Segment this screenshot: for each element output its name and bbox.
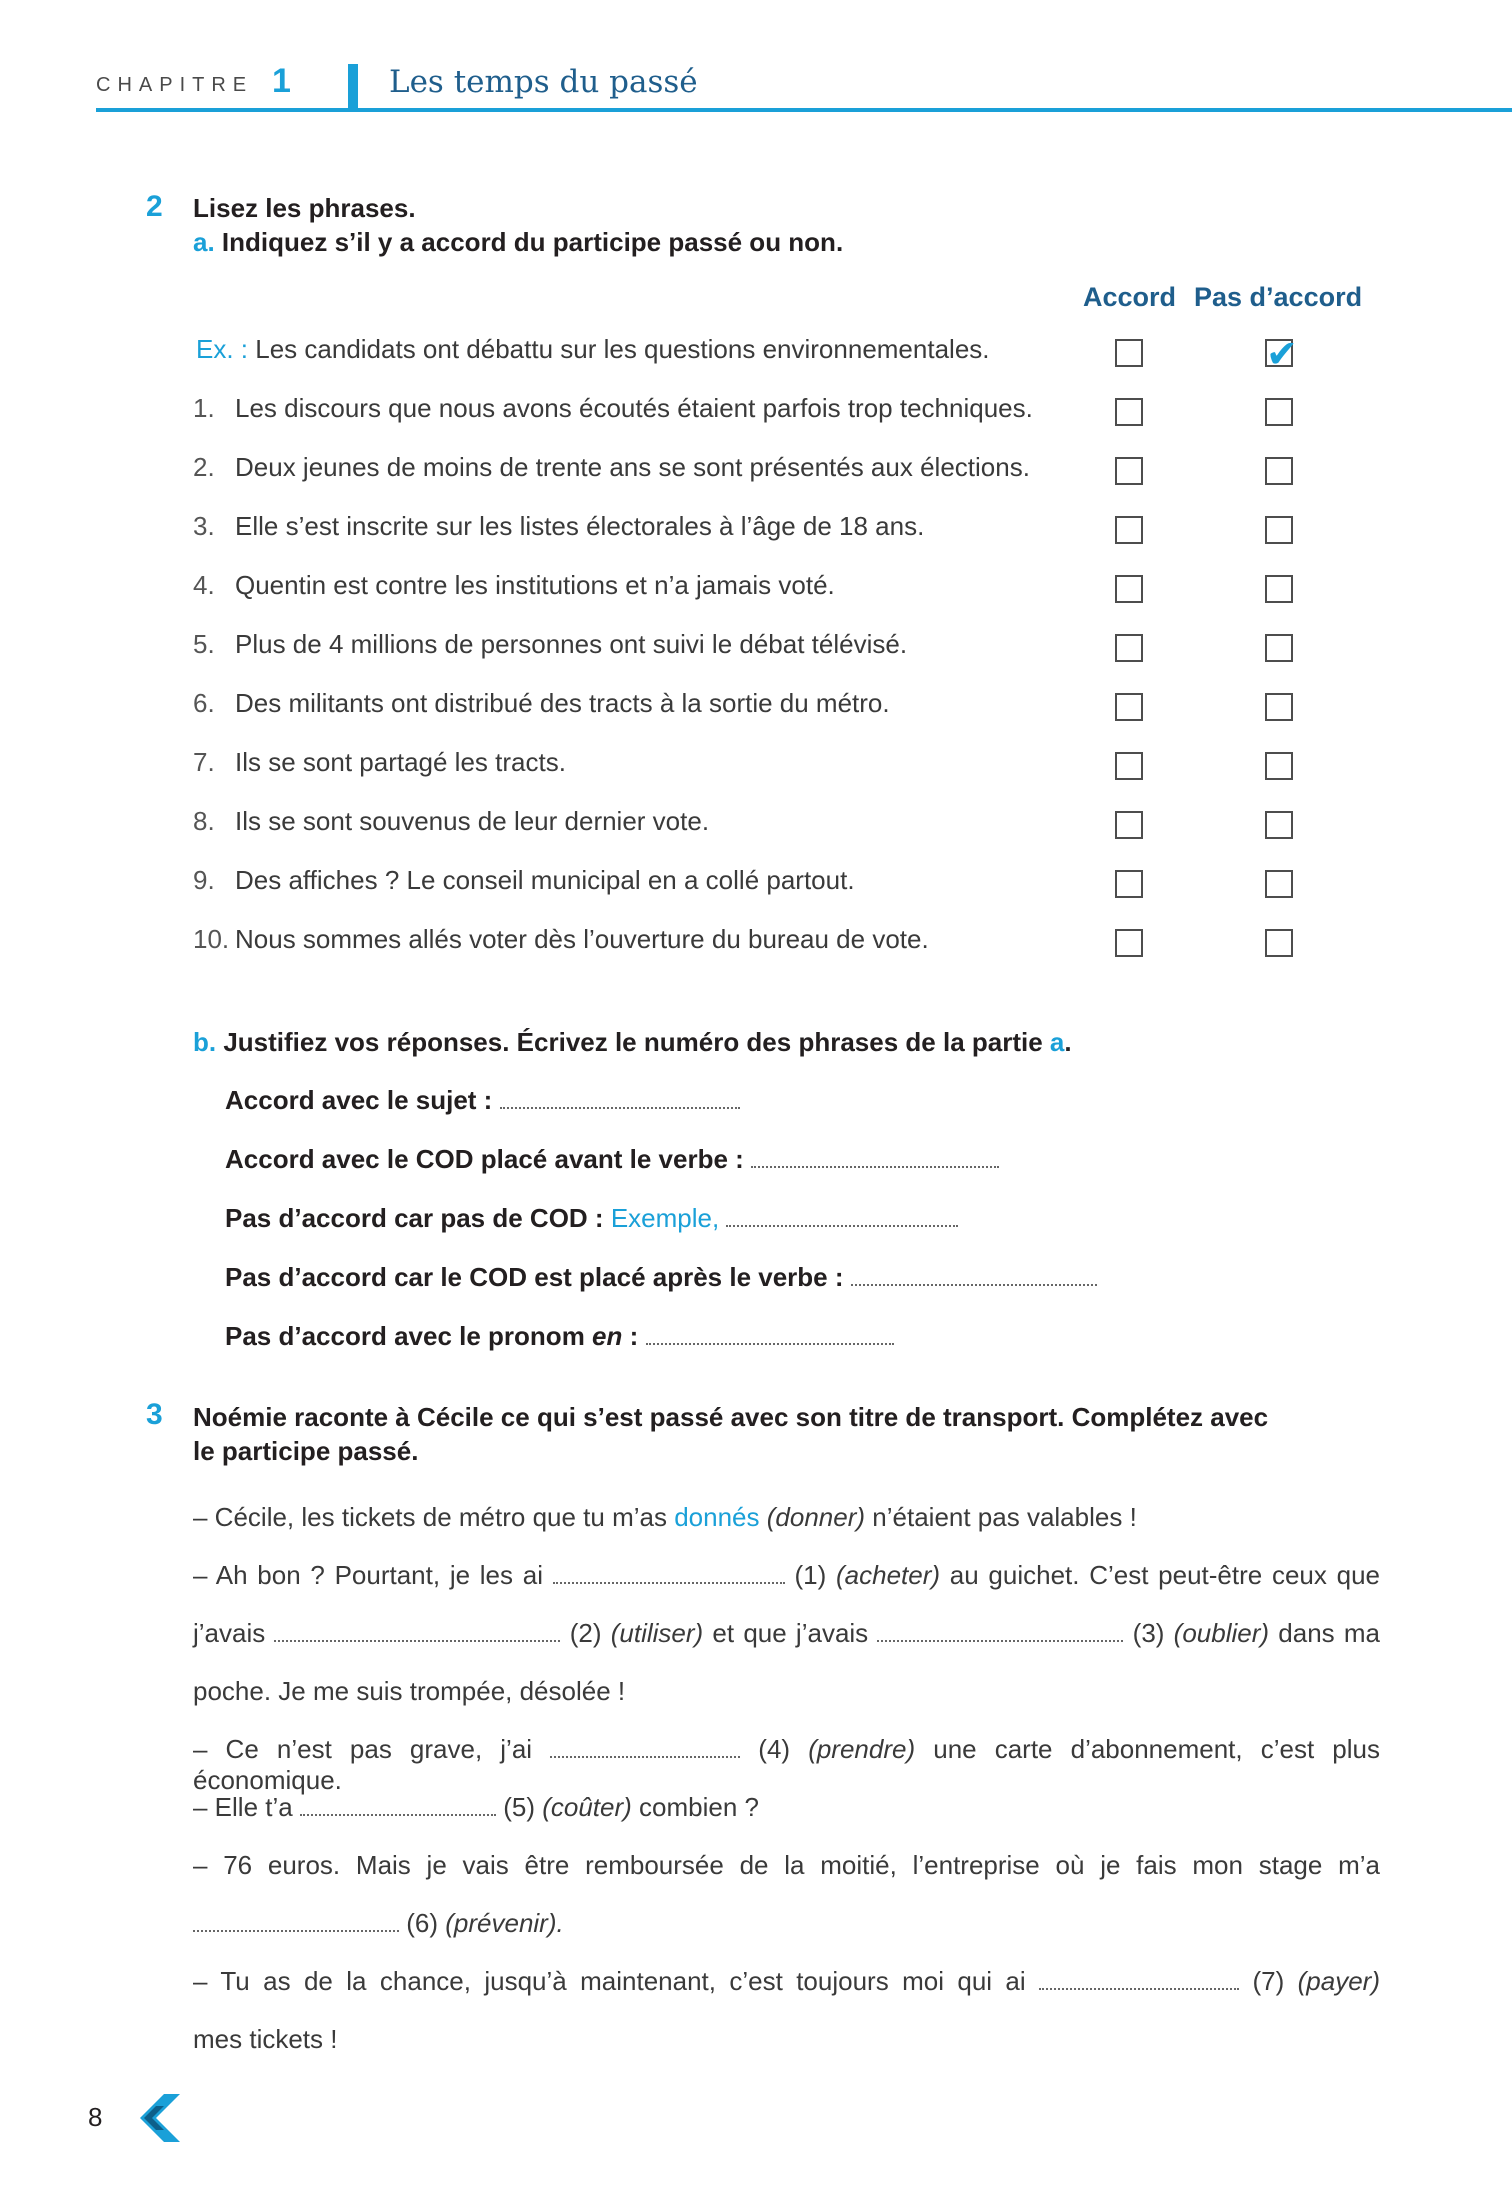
justify-line-pronom-en xyxy=(225,1321,894,1352)
sentence-number: 9. xyxy=(193,865,215,895)
sentence-text: Nous sommes allés voter dès l’ouverture du bureau de vote. xyxy=(235,924,929,954)
sentence-row xyxy=(193,806,709,837)
justify-line-cod-apres xyxy=(225,1262,1097,1293)
sentence-row xyxy=(193,747,566,778)
sentence-row xyxy=(193,393,1033,424)
verb-hint: (coûter) xyxy=(542,1792,632,1822)
answer-blank-3[interactable] xyxy=(877,1636,1123,1642)
justify-label-sujet: Accord avec le sujet : xyxy=(225,1085,493,1115)
answer-blank-sujet[interactable] xyxy=(500,1103,740,1109)
sentence-row xyxy=(193,865,855,896)
accord-checkbox[interactable] xyxy=(1115,398,1143,426)
answer-blank-pas-cod[interactable] xyxy=(726,1221,958,1227)
accord-checkbox[interactable] xyxy=(1115,929,1143,957)
sentence-number: 4. xyxy=(193,570,215,600)
dialogue-text: – Elle t’a xyxy=(193,1792,293,1822)
blank-number: (4) xyxy=(758,1734,791,1764)
dialogue-text: une carte d’abonnement, c’est plus économique. xyxy=(193,1734,1380,1795)
justify-label-pas-cod: Pas d’accord car pas de COD : xyxy=(225,1203,604,1233)
dialogue-line-8 xyxy=(193,1908,1380,1939)
part-b-letter: b. xyxy=(193,1027,217,1057)
justify-example: Exemple, xyxy=(610,1203,720,1233)
dialogue-text: au guichet. C’est peut-être ceux que xyxy=(949,1560,1380,1590)
sentence-row xyxy=(193,570,835,601)
sentence-number: 10. xyxy=(193,924,230,954)
sentence-text: Des affiches ? Le conseil municipal en a collé partout. xyxy=(235,865,855,895)
example-text: Les candidats ont débattu sur les questions environnementales. xyxy=(255,334,990,364)
pas-accord-checkbox[interactable] xyxy=(1265,634,1293,662)
answer-blank-7[interactable] xyxy=(1039,1984,1239,1990)
sentence-number: 6. xyxy=(193,688,215,718)
verb-hint: (utiliser) xyxy=(610,1618,704,1648)
sentence-text: Les discours que nous avons écoutés étaient parfois trop techniques. xyxy=(235,393,1033,423)
answer-blank-pronom-en[interactable] xyxy=(646,1339,894,1345)
blank-number: (6) xyxy=(406,1908,439,1938)
sentence-number: 3. xyxy=(193,511,215,541)
sentence-number: 2. xyxy=(193,452,215,482)
sentence-row xyxy=(193,629,907,660)
sentence-number: 1. xyxy=(193,393,215,423)
sentence-text: Plus de 4 millions de personnes ont suivi le débat télévisé. xyxy=(235,629,908,659)
pas-accord-checkbox[interactable] xyxy=(1265,929,1293,957)
checkmark-icon: ✔ xyxy=(1266,334,1298,376)
justify-label-colon: : xyxy=(629,1321,639,1351)
blank-number: (1) xyxy=(794,1560,827,1590)
accord-checkbox[interactable] xyxy=(1115,457,1143,485)
verb-hint: (prendre) xyxy=(808,1734,916,1764)
sentence-row xyxy=(193,452,1030,483)
answer-blank-4[interactable] xyxy=(550,1752,740,1758)
exercise-2-number: 2 xyxy=(146,190,163,223)
verb-hint: (prévenir). xyxy=(445,1908,564,1938)
exercise-3-instruction-line1: Noémie raconte à Cécile ce qui s’est passé avec son titre de transport. Complétez avec xyxy=(193,1402,1269,1432)
dialogue-text: n’étaient pas valables ! xyxy=(872,1502,1137,1532)
dialogue-text: et que j’avais xyxy=(712,1618,869,1648)
part-b-ref: a xyxy=(1049,1027,1065,1057)
blank-number: (5) xyxy=(503,1792,535,1822)
accord-checkbox[interactable] xyxy=(1115,634,1143,662)
part-b-period: . xyxy=(1064,1027,1072,1057)
column-header-pas-accord: Pas d’accord xyxy=(1194,282,1363,312)
chapter-title: Les temps du passé xyxy=(389,64,698,100)
part-a-letter: a. xyxy=(193,227,215,257)
sentence-text: Quentin est contre les institutions et n’a jamais voté. xyxy=(235,570,835,600)
blank-number: (3) xyxy=(1132,1618,1165,1648)
example-answer: donnés xyxy=(674,1502,760,1532)
dialogue-text: – Ce n’est pas grave, j’ai xyxy=(193,1734,533,1764)
pas-accord-checkbox[interactable] xyxy=(1265,398,1293,426)
dialogue-line-4: poche. Je me suis trompée, désolée ! xyxy=(193,1676,626,1706)
example-row xyxy=(196,334,990,365)
justify-line-sujet xyxy=(225,1085,740,1116)
dialogue-text: – Cécile, les tickets de métro que tu m’as xyxy=(193,1502,667,1532)
part-b-text: Justifiez vos réponses. Écrivez le numéro des phrases de la partie xyxy=(223,1027,1043,1057)
sentence-number: 8. xyxy=(193,806,215,836)
accord-checkbox[interactable] xyxy=(1115,752,1143,780)
justify-pronom-en: en xyxy=(592,1321,623,1351)
sentence-text: Ils se sont partagé les tracts. xyxy=(235,747,566,777)
page-number: 8 xyxy=(88,2102,103,2132)
header-rule xyxy=(96,108,1512,112)
chapter-bar xyxy=(348,64,358,110)
pas-accord-checkbox[interactable] xyxy=(1265,575,1293,603)
dialogue-text: – Ah bon ? Pourtant, je les ai xyxy=(193,1560,543,1590)
example-label: Ex. : xyxy=(196,334,249,364)
dialogue-line-10: mes tickets ! xyxy=(193,2024,338,2054)
justify-label-cod-avant: Accord avec le COD placé avant le verbe : xyxy=(225,1144,744,1174)
exercise-2b-instruction xyxy=(193,1027,1072,1058)
sentence-row xyxy=(193,924,929,955)
verb-hint: (acheter) xyxy=(835,1560,941,1590)
example-accord-checkbox[interactable] xyxy=(1115,339,1143,367)
justify-line-cod-avant xyxy=(225,1144,999,1175)
sentence-text: Elle s’est inscrite sur les listes électorales à l’âge de 18 ans. xyxy=(235,511,925,541)
pas-accord-checkbox[interactable] xyxy=(1265,811,1293,839)
accord-checkbox[interactable] xyxy=(1115,811,1143,839)
justify-line-pas-cod xyxy=(225,1203,958,1234)
exercise-2a-instruction xyxy=(193,227,843,258)
answer-blank-1[interactable] xyxy=(553,1578,785,1584)
dialogue-text: – Tu as de la chance, jusqu’à maintenant, c’est toujours moi qui ai xyxy=(193,1966,1026,1996)
answer-blank-2[interactable] xyxy=(274,1636,560,1642)
dialogue-text: combien ? xyxy=(639,1792,759,1822)
pas-accord-checkbox[interactable] xyxy=(1265,516,1293,544)
pas-accord-checkbox[interactable] xyxy=(1265,870,1293,898)
dialogue-line-7: – 76 euros. Mais je vais être remboursée de la moitié, l’entreprise où je fais mon stage m’a xyxy=(193,1850,1380,1880)
dialogue-text: j’avais xyxy=(193,1618,266,1648)
answer-blank-5[interactable] xyxy=(300,1810,496,1816)
chapter-number: 1 xyxy=(272,62,291,100)
verb-hint: (payer) xyxy=(1297,1966,1380,1996)
dialogue-line-5 xyxy=(193,1734,1380,1796)
sentence-text: Ils se sont souvenus de leur dernier vote. xyxy=(235,806,710,836)
accord-checkbox[interactable] xyxy=(1115,575,1143,603)
exercise-2-instruction: Lisez les phrases. xyxy=(193,193,416,223)
blank-number: (7) xyxy=(1252,1966,1285,1996)
answer-blank-cod-apres[interactable] xyxy=(851,1280,1097,1286)
sentence-row xyxy=(193,688,890,719)
pas-accord-checkbox[interactable] xyxy=(1265,457,1293,485)
pas-accord-checkbox[interactable] xyxy=(1265,693,1293,721)
accord-checkbox[interactable] xyxy=(1115,516,1143,544)
exercise-3-number: 3 xyxy=(146,1398,163,1431)
verb-hint: (donner) xyxy=(766,1502,866,1532)
answer-blank-cod-avant[interactable] xyxy=(751,1162,999,1168)
sentence-text: Des militants ont distribué des tracts à la sortie du métro. xyxy=(235,688,890,718)
column-header-accord: Accord xyxy=(1083,282,1177,312)
pas-accord-checkbox[interactable] xyxy=(1265,752,1293,780)
accord-checkbox[interactable] xyxy=(1115,870,1143,898)
blank-number: (2) xyxy=(569,1618,602,1648)
chapter-label: CHAPITRE xyxy=(96,74,254,96)
sentence-number: 5. xyxy=(193,629,215,659)
dialogue-line-6 xyxy=(193,1792,1380,1823)
back-chevron-icon[interactable] xyxy=(130,2090,186,2146)
sentence-number: 7. xyxy=(193,747,215,777)
dialogue-line-1 xyxy=(193,1502,1380,1533)
justify-label-pronom: Pas d’accord avec le pronom xyxy=(225,1321,585,1351)
answer-blank-6[interactable] xyxy=(193,1926,399,1932)
dialogue-line-2 xyxy=(193,1560,1380,1591)
justify-label-cod-apres: Pas d’accord car le COD est placé après le verbe : xyxy=(225,1262,844,1292)
exercise-3-instruction-line2: le participe passé. xyxy=(193,1436,419,1466)
dialogue-line-9 xyxy=(193,1966,1380,1997)
sentence-row xyxy=(193,511,924,542)
dialogue-line-3 xyxy=(193,1618,1380,1649)
accord-checkbox[interactable] xyxy=(1115,693,1143,721)
verb-hint: (oublier) xyxy=(1173,1618,1270,1648)
dialogue-text: dans ma xyxy=(1278,1618,1381,1648)
part-a-text: Indiquez s’il y a accord du participe passé ou non. xyxy=(221,227,844,257)
sentence-text: Deux jeunes de moins de trente ans se sont présentés aux élections. xyxy=(235,452,1030,482)
